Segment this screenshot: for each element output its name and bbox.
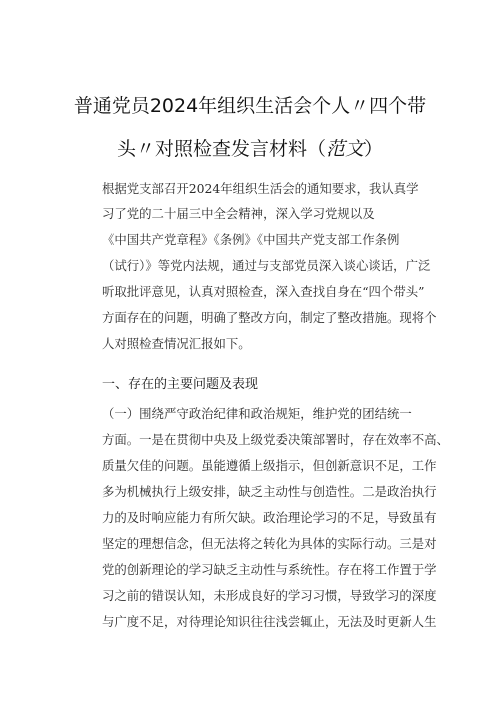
section-line: 力的及时响应能力有所欠缺。政治理论学习的不足，导致虽有 xyxy=(102,510,437,525)
section-line: 质量欠佳的问题。虽能遵循上级指示，但创新意识不足，工作 xyxy=(102,458,437,473)
intro-line: 人对照检查情况汇报如下。 xyxy=(102,336,251,351)
section-line: （一）围绕严守政治纪律和政治规矩，维护党的团结统一 xyxy=(102,406,412,421)
intro-line: （试行）》等党内法规，通过与支部党员深入谈心谈话，广泛 xyxy=(102,258,431,273)
intro-line: 习了党的二十届三中全会精神，深入学习党规以及 xyxy=(102,206,375,221)
section-line: 方面。一是在贯彻中央及上级党委决策部署时，存在效率不高、 xyxy=(102,432,449,447)
document-title-line-2 xyxy=(60,137,440,161)
intro-line: 听取批评意见，认真对照检查，深入查找自身在“四个带头” xyxy=(102,284,425,299)
title-text-2: 头〃对照检查发言材料（ xyxy=(116,138,326,160)
section-line: 习之前的错误认知，未形成良好的学习习惯，导致学习的深度 xyxy=(102,588,437,603)
section-heading: 一、存在的主要问题及表现 xyxy=(102,377,259,392)
title-text-2-italic: 范文 xyxy=(325,138,364,160)
section-line: 多为机械执行上级安排，缺乏主动性与创造性。二是政治执行 xyxy=(102,484,437,499)
title-text-1: 普通党员2024年组织生活会个人〃四个带 xyxy=(73,95,427,117)
section-line: 党的创新理论的学习缺乏主动性与系统性。存在将工作置于学 xyxy=(102,562,437,577)
section-line: 与广度不足，对待理论知识往往浅尝辄止，无法及时更新人生 xyxy=(102,614,437,629)
title-text-2-end: ） xyxy=(364,138,384,160)
document-title-line-1 xyxy=(60,94,440,118)
intro-line: 根据党支部召开2024年组织生活会的通知要求，我认真学 xyxy=(102,181,419,196)
intro-line: 方面存在的问题，明确了整改方向，制定了整改措施。现将个 xyxy=(102,310,437,325)
section-line: 坚定的理想信念，但无法将之转化为具体的实际行动。三是对 xyxy=(102,536,437,551)
intro-line: 《中国共产党章程》《条例》《中国共产党支部工作条例 xyxy=(102,232,400,247)
